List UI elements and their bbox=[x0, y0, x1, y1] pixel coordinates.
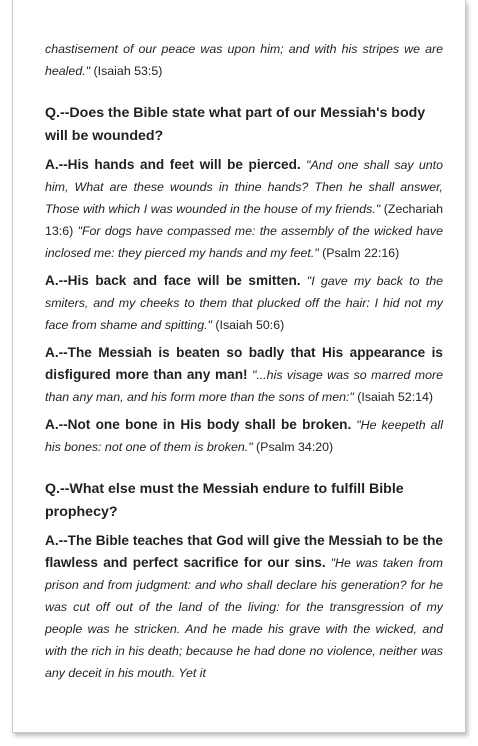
scripture-citation: (Zechariah 13:6) bbox=[45, 202, 443, 238]
scripture-quote: "He was taken from prison and from judgment: and who shall declare his generation? for he was cut off out of the land of the living: for the transgression of my people was he stricken. And he made his grave with the wicked, and with the rich in his death; because he had done no violence, neither was any deceit in his mouth. Yet it bbox=[45, 556, 443, 680]
answer-disfigured bbox=[45, 342, 443, 408]
question-2: Q.--What else must the Messiah endure to fulfill Bible prophecy? bbox=[45, 481, 404, 520]
answer-hands-feet bbox=[45, 154, 443, 264]
scripture-quote: "For dogs have compassed me: the assembly of the wicked have inclosed me: they pierced my hands and my feet." bbox=[45, 224, 443, 260]
scripture-citation: (Isaiah 52:14) bbox=[357, 390, 434, 404]
answer-bones bbox=[45, 414, 443, 458]
intro-paragraph bbox=[45, 38, 443, 82]
scripture-quote: "I gave my back to the smiters, and my cheeks to them that plucked off the hair: I hid not my face from shame and spitting." bbox=[45, 274, 443, 332]
answer-lead: A.--His hands and feet will be pierced. bbox=[45, 157, 301, 172]
scripture-quote: "...his visage was so marred more than any man, and his form more than the sons of men:" bbox=[45, 368, 443, 404]
intro-quote: chastisement of our peace was upon him; and with his stripes we are healed." bbox=[45, 42, 443, 78]
scripture-quote: "He keepeth all his bones: not one of them is broken." bbox=[45, 418, 443, 454]
answer-lead: A.--The Messiah is beaten so badly that His appearance is disfigured more than any man! bbox=[45, 345, 443, 382]
answer-lead: A.--Not one bone in His body shall be broken. bbox=[45, 417, 352, 432]
scripture-citation: (Psalm 22:16) bbox=[322, 246, 400, 260]
answer-lead: A.--The Bible teaches that God will give the Messiah to be the flawless and perfect sacrifice for our sins. bbox=[45, 533, 443, 570]
answer-sacrifice bbox=[45, 530, 443, 684]
question-1: Q.--Does the Bible state what part of our Messiah's body will be wounded? bbox=[45, 105, 426, 144]
scripture-citation: (Psalm 34:20) bbox=[256, 440, 334, 454]
scripture-citation: (Isaiah 50:6) bbox=[215, 318, 285, 332]
answer-lead: A.--His back and face will be smitten. bbox=[45, 273, 301, 288]
intro-citation: (Isaiah 53:5) bbox=[93, 64, 163, 78]
page-content bbox=[45, 38, 443, 684]
answer-back-face bbox=[45, 270, 443, 336]
scripture-quote: "And one shall say unto him, What are these wounds in thine hands? Then he shall answer, Those with which I was wounded in the house of my friends." bbox=[45, 158, 443, 216]
page bbox=[12, 0, 466, 733]
